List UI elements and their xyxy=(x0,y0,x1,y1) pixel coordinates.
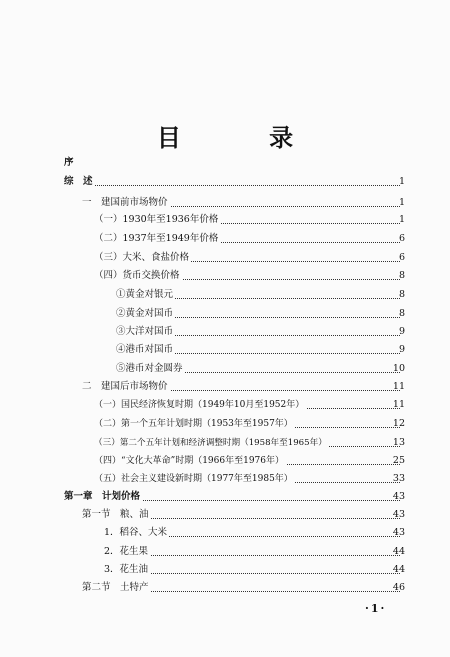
toc-entry-label: 二 建国后市场物价 xyxy=(82,381,168,392)
toc-entry[interactable]: ⑤港币对金圆券 10 xyxy=(116,363,405,374)
toc-entry-label: 3．花生油 xyxy=(104,564,149,575)
page-number: ·1· xyxy=(365,602,387,615)
toc-entry-label: （三）第二个五年计划和经济调整时期（1958年至1965年） xyxy=(94,438,327,448)
toc-entry-label: 第二节 土特产 xyxy=(82,582,149,593)
toc-entry[interactable]: （三）大米、食盐价格 6 xyxy=(94,252,405,263)
toc-entry[interactable]: 综 述 1 xyxy=(64,176,405,187)
toc-entry-label: ③大洋对国币 xyxy=(116,326,174,337)
toc-entry-label: ④港币对国币 xyxy=(116,344,174,355)
toc-entry-label: 1．稻谷、大米 xyxy=(104,527,168,538)
toc-entry-label: （二）1937年至1949年价格 xyxy=(94,233,219,244)
toc-entry[interactable]: 1．稻谷、大米 43 xyxy=(104,527,405,538)
toc-entry-label: 综 述 xyxy=(64,176,93,187)
toc-entry-label: （四）“文化大革命”时期（1966年至1976年） xyxy=(94,456,285,466)
toc-entry[interactable]: （一）1930年至1936年价格 1 xyxy=(94,214,405,225)
toc-entry[interactable]: （二）1937年至1949年价格 6 xyxy=(94,233,405,244)
toc-title: 目 录 xyxy=(156,123,334,152)
toc-entry[interactable]: （二）第一个五年计划时期（1953年至1957年） 12 xyxy=(94,418,405,429)
toc-entry-label: （一）1930年至1936年价格 xyxy=(94,214,219,225)
toc-entry[interactable]: 一 建国前市场物价 1 xyxy=(82,197,405,208)
toc-entry[interactable]: （五）社会主义建设新时期（1977年至1985年） 33 xyxy=(94,473,405,484)
toc-entry[interactable]: 3．花生油 44 xyxy=(104,564,405,575)
toc-entry-label: 第一节 粮、油 xyxy=(82,509,149,520)
toc-entry[interactable]: ③大洋对国币 9 xyxy=(116,326,405,337)
leader-dots xyxy=(64,184,400,186)
toc-entry-label: （五）社会主义建设新时期（1977年至1985年） xyxy=(94,474,293,484)
toc-entry[interactable] xyxy=(0,156,450,170)
toc-entry[interactable]: （四）“文化大革命”时期（1966年至1976年） 25 xyxy=(94,455,405,466)
toc-entry[interactable]: 第二节 土特产 46 xyxy=(82,582,405,593)
toc-entry-label: 序 xyxy=(64,157,74,168)
toc-entry-label: 第一章 计划价格 xyxy=(64,491,141,502)
toc-entry[interactable]: （四）货币交换价格 8 xyxy=(94,270,405,281)
toc-entry-label: ①黄金对银元 xyxy=(116,289,174,300)
toc-entry[interactable]: （一）国民经济恢复时期（1949年10月至1952年） 11 xyxy=(94,399,405,410)
toc-entry-label: ⑤港币对金圆券 xyxy=(116,363,183,374)
toc-entry[interactable]: ④港币对国币 9 xyxy=(116,344,405,355)
toc-entry-label: 2．花生果 xyxy=(104,546,149,557)
toc-entry[interactable]: 2．花生果 44 xyxy=(104,546,405,557)
toc-entry[interactable]: ①黄金对银元 8 xyxy=(116,289,405,300)
toc-entry[interactable]: （三）第二个五年计划和经济调整时期（1958年至1965年） 13 xyxy=(94,437,405,448)
toc-entry-label: 一 建国前市场物价 xyxy=(82,197,168,208)
toc-entry-label: （一）国民经济恢复时期（1949年10月至1952年） xyxy=(94,400,305,410)
toc-entry-label: （三）大米、食盐价格 xyxy=(94,252,190,263)
toc-entry-label: ②黄金对国币 xyxy=(116,308,174,319)
toc-entry-label: （四）货币交换价格 xyxy=(94,270,180,281)
toc-entry-label: （二）第一个五年计划时期（1953年至1957年） xyxy=(94,419,293,429)
toc-entry[interactable]: 第一章 计划价格 43 xyxy=(64,491,405,502)
toc-entry[interactable]: 二 建国后市场物价 11 xyxy=(82,381,405,392)
toc-entry[interactable]: 第一节 粮、油 43 xyxy=(82,509,405,520)
toc-entry[interactable]: ②黄金对国币 8 xyxy=(116,308,405,319)
